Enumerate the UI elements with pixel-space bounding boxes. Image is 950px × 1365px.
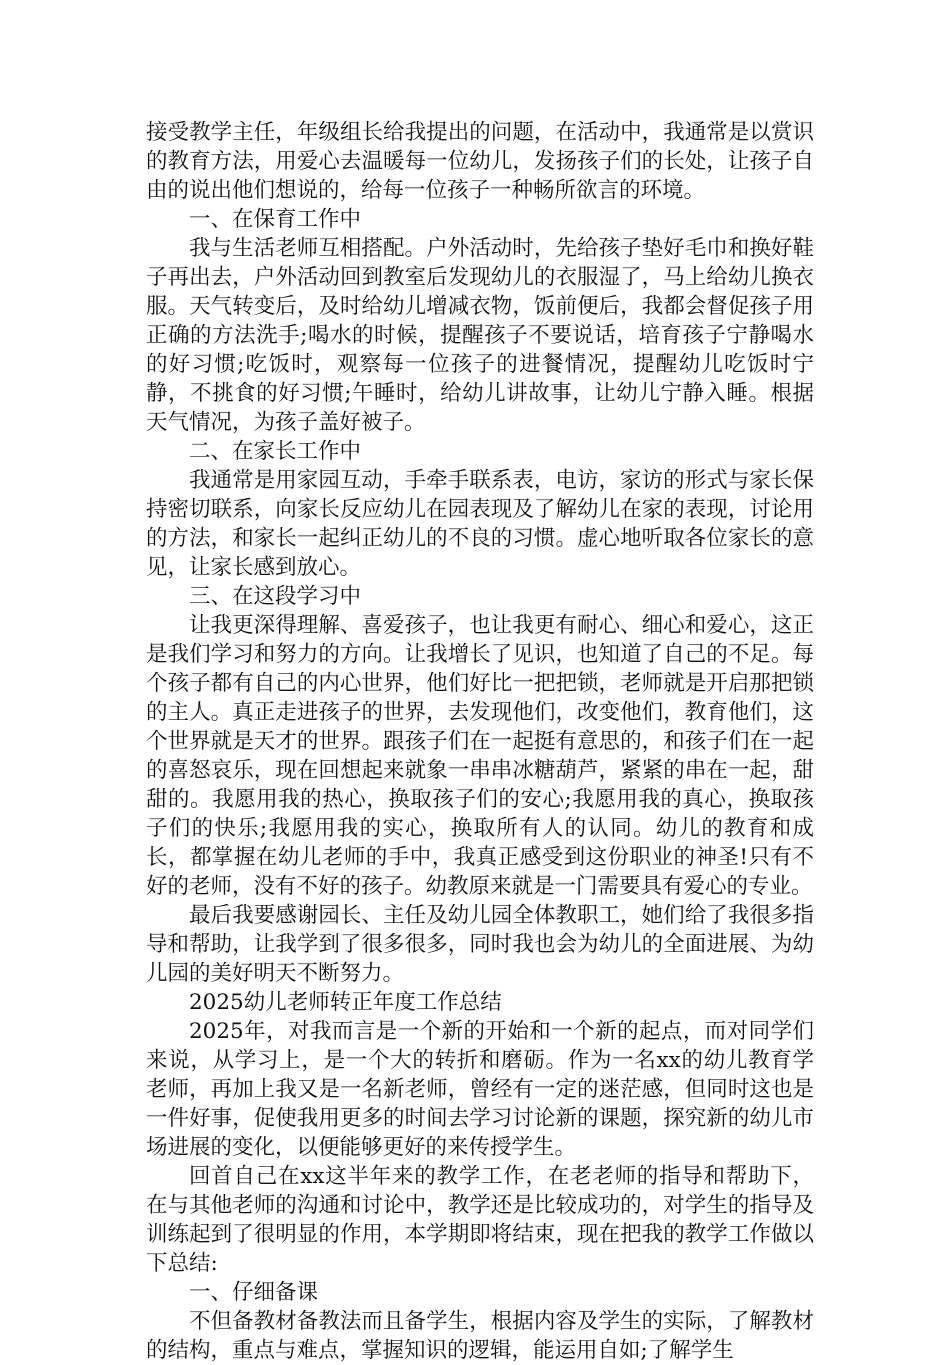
- section-heading-childcare: 一、在保育工作中: [189, 207, 362, 232]
- paragraph-continued: 接受教学主任，年级组长给我提出的问题，在活动中，我通常是以赏识的教育方法，用爱心去温暖每一位幼儿，发扬孩子们的长处，让孩子自由的说出他们想说的，给每一位孩子一种畅所欲言的环境。: [146, 120, 814, 203]
- paragraph-study: 让我更深得理解、喜爱孩子，也让我更有耐心、细心和爱心，这正是我们学习和努力的方向。让我增长了见识，也知道了自己的不足。每个孩子都有自己的内心世界，他们好比一把把锁，老师就是开启那把锁的主人。真正走进孩子的世界，去发现他们，改变他们，教育他们，这个世界就是天才的世界。跟孩子们在一起挺有意思的，和孩子们在一起的喜怒哀乐，现在回想起来就象一串串冰糖葫芦，紧紧的串在一起，甜甜的。我愿用我的热心，换取孩子们的安心;我愿用我的真心，换取孩子们的快乐;我愿用我的实心，换取所有人的认同。幼儿的教育和成长，都掌握在幼儿老师的手中，我真正感受到这份职业的神圣!只有不好的老师，没有不好的孩子。幼教原来就是一门需要具有爱心的专业。: [146, 613, 814, 899]
- paragraph-prepare: 不但备教材备教法而且备学生，根据内容及学生的实际，了解教材的结构，重点与难点，掌握知识的逻辑，能运用自如;了解学生: [146, 1309, 814, 1363]
- section-heading-study: 三、在这段学习中: [189, 584, 362, 609]
- section-heading-parents: 二、在家长工作中: [189, 439, 362, 464]
- document-page: [146, 118, 814, 1365]
- paragraph-parents: 我通常是用家园互动，手牵手联系表，电访，家访的形式与家长保持密切联系，向家长反应幼儿在园表现及了解幼儿在家的表现，讨论用的方法，和家长一起纠正幼儿的不良的习惯。虚心地听取各位家长的意见，让家长感到放心。: [146, 468, 814, 580]
- paragraph-intro: 2025年，对我而言是一个新的开始和一个新的起点，而对同学们来说，从学习上，是一个大的转折和磨砺。作为一名xx的幼儿教育学老师，再加上我又是一名新老师，曾经有一定的迷茫感，但同时这也是一件好事，促使我用更多的时间去学习讨论新的课题，探究新的幼儿市场进展的变化，以便能够更好的来传授学生。: [146, 1019, 814, 1160]
- paragraph-review: 回首自己在xx这半年来的教学工作，在老老师的指导和帮助下，在与其他老师的沟通和讨论中，教学还是比较成功的，对学生的指导及训练起到了很明显的作用，本学期即将结束，现在把我的教学工作做以下总结:: [146, 1164, 814, 1276]
- paragraph-thanks: 最后我要感谢园长、主任及幼儿园全体教职工，她们给了我很多指导和帮助，让我学到了很多很多，同时我也会为幼儿的全面进展、为幼儿园的美好明天不断努力。: [146, 903, 814, 986]
- document-title: 2025幼儿老师转正年度工作总结: [189, 990, 502, 1015]
- paragraph-childcare: 我与生活老师互相搭配。户外活动时，先给孩子垫好毛巾和换好鞋子再出去，户外活动回到教室后发现幼儿的衣服湿了，马上给幼儿换衣服。天气转变后，及时给幼儿增减衣物，饭前便后，我都会督促孩子用正确的方法洗手;喝水的时候，提醒孩子不要说话，培育孩子宁静喝水的好习惯;吃饭时，观察每一位孩子的进餐情况，提醒幼儿吃饭时宁静，不挑食的好习惯;午睡时，给幼儿讲故事，让幼儿宁静入睡。根据天气情况，为孩子盖好被子。: [146, 236, 814, 435]
- section-heading-prepare: 一、仔细备课: [189, 1280, 319, 1305]
